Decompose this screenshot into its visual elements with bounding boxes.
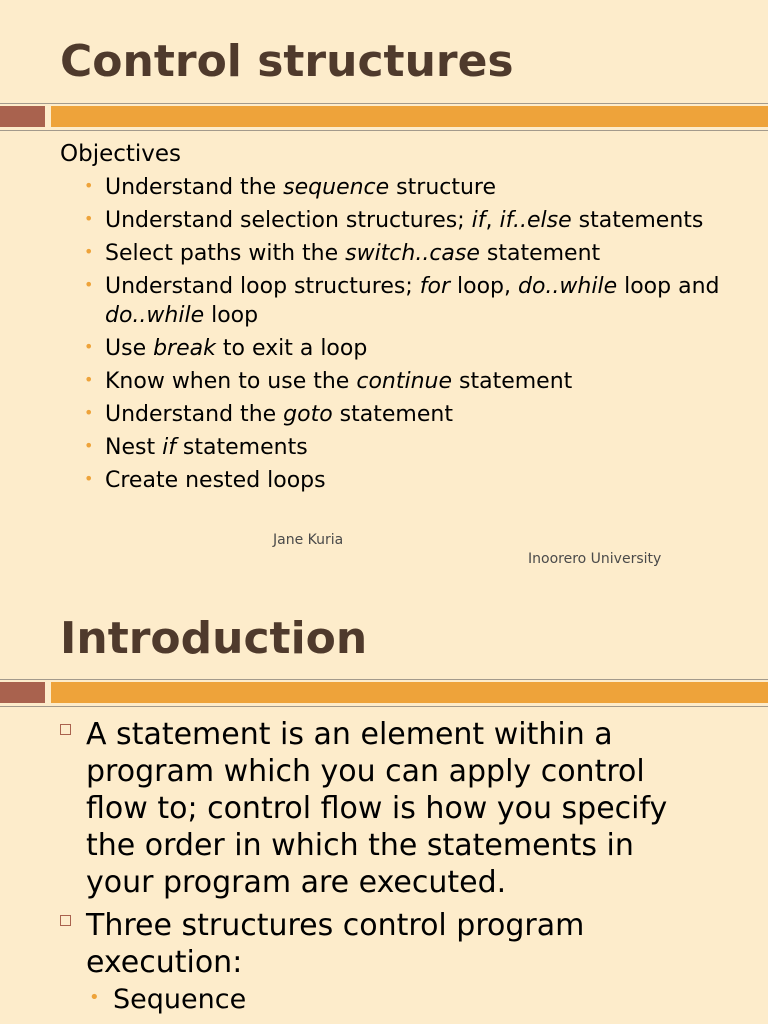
objective-item — [0, 334, 768, 363]
objective-keyword: if..else — [499, 208, 572, 233]
objective-item — [0, 367, 768, 396]
slide-title: Introduction — [60, 613, 368, 664]
intro-sub-item — [86, 983, 708, 1017]
objective-text: statement — [479, 241, 601, 266]
introduction-points — [0, 716, 768, 1023]
objective-keyword: do..while — [105, 303, 205, 328]
objective-item — [0, 272, 768, 330]
slide-title: Control structures — [60, 36, 514, 87]
objective-item — [0, 433, 768, 462]
intro-point-text: Three structures control program execution: — [86, 908, 585, 980]
objective-text: Create nested loops — [105, 468, 326, 493]
bullet-icon: • — [84, 176, 94, 195]
title-divider-bar — [0, 679, 768, 709]
objective-keyword: do..while — [518, 274, 618, 299]
bullet-icon: • — [89, 987, 100, 1008]
objective-keyword: sequence — [283, 175, 390, 200]
footer-author: Jane Kuria — [273, 532, 344, 548]
objective-keyword: goto — [283, 402, 333, 427]
footer-university: Inoorero University — [528, 551, 662, 567]
objective-keyword: break — [153, 336, 216, 361]
objectives-heading: Objectives — [60, 141, 182, 167]
title-divider-bar — [0, 103, 768, 133]
objective-text: Understand the — [105, 402, 284, 427]
objective-text: statement — [452, 369, 573, 394]
objective-text: Know when to use the — [105, 369, 357, 394]
objective-keyword: continue — [356, 369, 453, 394]
divider-orange-block — [51, 682, 768, 703]
objective-keyword: if — [162, 435, 176, 460]
bullet-icon: • — [84, 370, 94, 389]
objective-text: loop — [204, 303, 259, 328]
divider-orange-block — [51, 106, 768, 127]
objectives-list — [0, 173, 768, 499]
bullet-icon: • — [84, 469, 94, 488]
objective-keyword: if — [471, 208, 486, 233]
slide-introduction — [0, 590, 768, 1024]
objective-text: Use — [105, 336, 154, 361]
objective-text: Nest — [105, 435, 163, 460]
divider-brick-block — [0, 106, 45, 127]
objective-text: statement — [332, 402, 453, 427]
bullet-icon: • — [84, 209, 94, 228]
objective-keyword: for — [419, 274, 451, 299]
objective-text: statements — [175, 435, 308, 460]
objective-item — [0, 206, 768, 235]
objective-text: Understand loop structures; — [105, 274, 420, 299]
objective-item — [0, 239, 768, 268]
intro-point-text: A statement is an element within a program which you can apply control flow to; control flow is how you specify the order in which the statements in your program are executed. — [86, 717, 668, 900]
divider-line-bottom — [0, 130, 768, 131]
bullet-icon: • — [84, 275, 94, 294]
objective-keyword: switch..case — [345, 241, 480, 266]
objective-text: Understand selection structures; — [105, 208, 472, 233]
divider-line-top — [0, 103, 768, 104]
bullet-icon: • — [84, 436, 94, 455]
bullet-icon: • — [84, 337, 94, 356]
objective-item — [0, 400, 768, 429]
square-bullet-icon — [60, 915, 71, 926]
objective-item — [0, 173, 768, 202]
intro-sub-text: Sequence — [113, 984, 247, 1015]
objective-text: , — [485, 208, 500, 233]
intro-sub-list — [86, 983, 708, 1017]
intro-point — [0, 907, 768, 1017]
intro-point — [0, 716, 768, 901]
objective-item — [0, 466, 768, 495]
divider-line-bottom — [0, 706, 768, 707]
objective-text: statements — [571, 208, 704, 233]
objective-text: structure — [389, 175, 497, 200]
objective-text: loop and — [617, 274, 720, 299]
divider-line-top — [0, 679, 768, 680]
bullet-icon: • — [84, 242, 94, 261]
objective-text: loop, — [450, 274, 518, 299]
square-bullet-icon — [60, 724, 71, 735]
objective-text: to exit a loop — [215, 336, 368, 361]
objective-text: Understand the — [105, 175, 284, 200]
divider-brick-block — [0, 682, 45, 703]
bullet-icon: • — [84, 403, 94, 422]
objective-text: Select paths with the — [105, 241, 346, 266]
